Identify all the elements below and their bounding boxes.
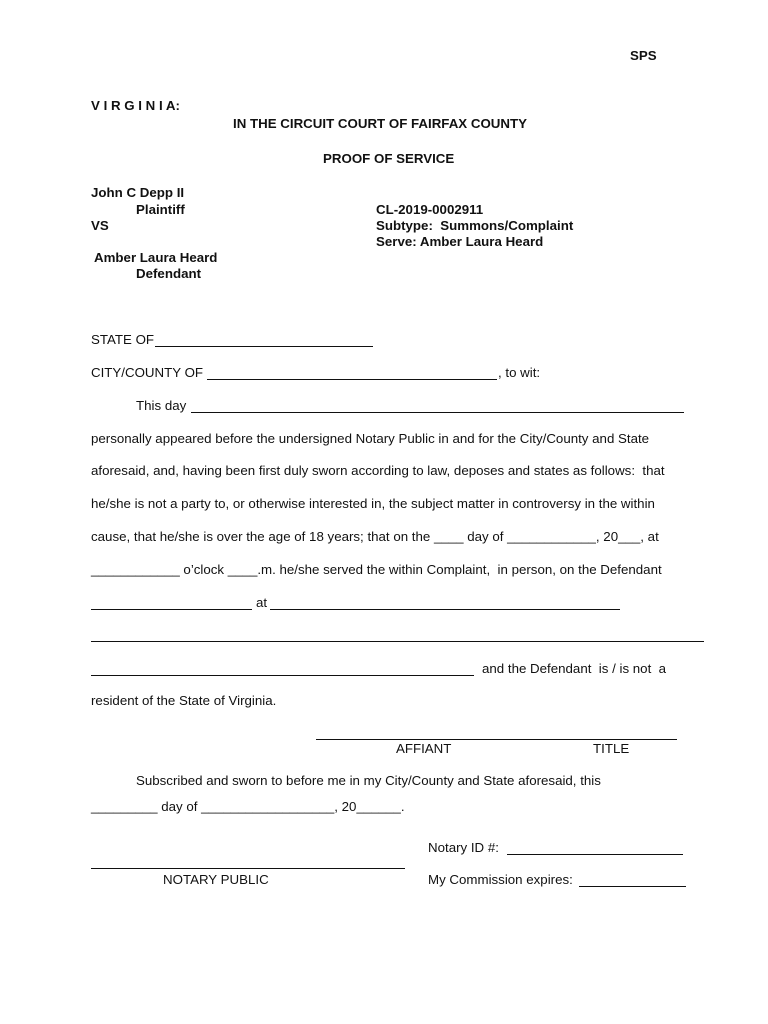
to-wit-label: , to wit:	[498, 365, 541, 380]
notary-id-blank[interactable]	[507, 854, 683, 855]
page-title: PROOF OF SERVICE	[323, 151, 455, 166]
subscribed-line: Subscribed and sworn to before me in my City/County and State aforesaid, this	[136, 773, 601, 788]
notary-signature-line[interactable]	[91, 868, 405, 869]
commission-label: My Commission expires:	[428, 872, 573, 887]
city-county-label: CITY/COUNTY OF	[91, 365, 204, 380]
body-line-not-party: he/she is not a party to, or otherwise interested in, the subject matter in controversy in the within	[91, 496, 655, 511]
service-address-blank-3[interactable]	[91, 675, 474, 676]
case-number: CL-2019-0002911	[376, 202, 484, 217]
city-county-blank[interactable]	[207, 379, 497, 380]
this-day-label: This day	[136, 398, 187, 413]
title-label: TITLE	[593, 741, 630, 756]
defendant-name: Amber Laura Heard	[94, 250, 218, 265]
affiant-name-blank[interactable]	[191, 412, 684, 413]
court-heading: IN THE CIRCUIT COURT OF FAIRFAX COUNTY	[233, 116, 528, 131]
versus-label: VS	[91, 218, 109, 233]
body-line-aforesaid: aforesaid, and, having been first duly sworn according to law, deposes and states as follows: that	[91, 463, 665, 478]
body-line-oclock: ____________ o’clock ____.m. he/she served the within Complaint, in person, on the Defendant	[91, 562, 662, 577]
commission-blank[interactable]	[579, 886, 686, 887]
resident-line: resident of the State of Virginia.	[91, 693, 277, 708]
case-serve: Serve: Amber Laura Heard	[376, 234, 544, 249]
service-address-blank[interactable]	[270, 609, 620, 610]
case-subtype: Subtype: Summons/Complaint	[376, 218, 574, 233]
plaintiff-name: John C Depp II	[91, 185, 185, 200]
defendant-role: Defendant	[136, 266, 202, 281]
plaintiff-role: Plaintiff	[136, 202, 185, 217]
body-line-appeared: personally appeared before the undersigned Notary Public in and for the City/County and State	[91, 431, 650, 446]
state-of-label: STATE OF	[91, 332, 155, 347]
affiant-signature-line[interactable]	[316, 739, 677, 740]
body-line-cause: cause, that he/she is over the age of 18 years; that on the ____ day of ____________, 20___, at	[91, 529, 659, 544]
state-heading: V I R G I N I A:	[91, 98, 180, 113]
service-blank-1[interactable]	[91, 609, 252, 610]
at-label: at	[256, 595, 268, 610]
notary-date-line: _________ day of __________________, 20______.	[91, 799, 405, 814]
defendant-is-label: and the Defendant is / is not a	[482, 661, 667, 676]
notary-public-label: NOTARY PUBLIC	[163, 872, 269, 887]
notary-id-label: Notary ID #:	[428, 840, 499, 855]
form-code: SPS	[630, 48, 657, 63]
state-of-blank[interactable]	[155, 346, 373, 347]
service-address-blank-2[interactable]	[91, 641, 704, 642]
affiant-label: AFFIANT	[396, 741, 452, 756]
